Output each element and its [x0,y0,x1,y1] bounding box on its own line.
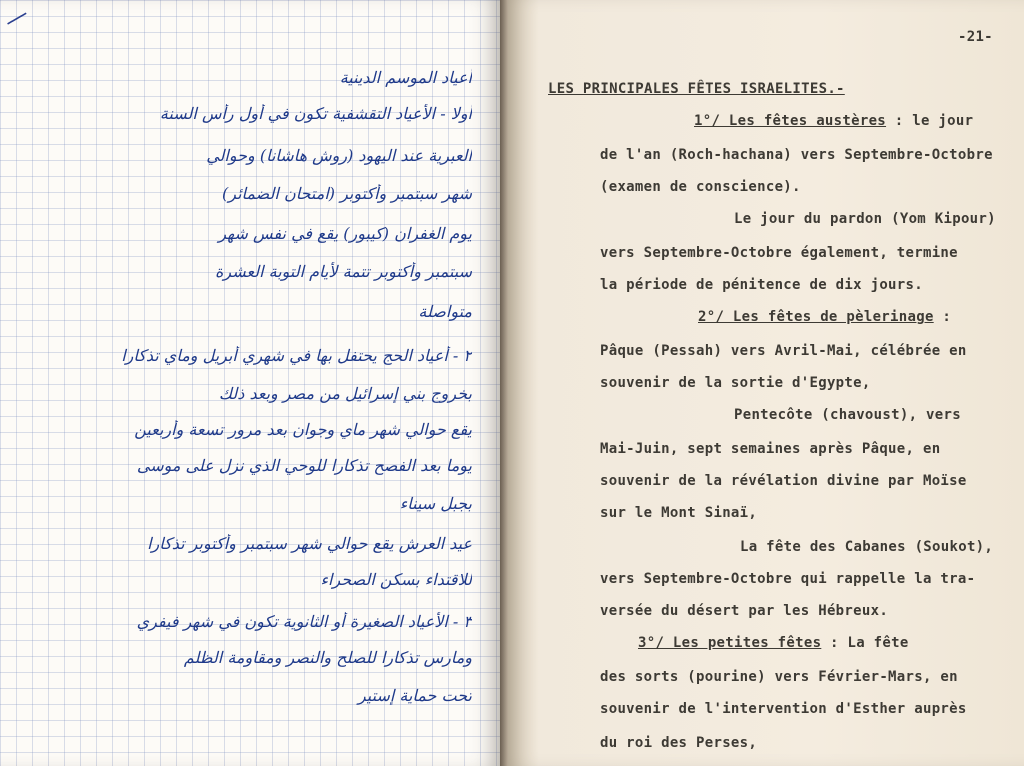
handwritten-line: متواصلة [418,302,472,321]
handwritten-line: أولا - الأعياد التقشفية تكون في أول رأس السنة [159,104,472,123]
section-2-label: 2°/ Les fêtes de pèlerinage [698,309,934,325]
section-2-line: 2°/ Les fêtes de pèlerinage : [698,309,952,325]
handwritten-line: تحت حماية إستير [357,686,472,705]
section-3-label: 3°/ Les petites fêtes [638,635,822,651]
text-line: la période de pénitence de dix jours. [600,277,923,293]
text-line: La fête des Cabanes (Soukot), [740,539,994,555]
text-line: sur le Mont Sinaï, [600,505,758,521]
text-line: vers Septembre-Octobre également, termine [600,245,958,261]
handwritten-line: ٣ - الأعياد الصغيرة أو الثانوية تكون في شهر فيفري [136,612,472,631]
section-1-label: 1°/ Les fêtes austères [694,113,887,129]
section-3-line: 3°/ Les petites fêtes : La fête [638,635,909,651]
text-line: des sorts (pourine) vers Février-Mars, en [600,669,958,685]
text-line: vers Septembre-Octobre qui rappelle la tra- [600,571,976,587]
text-line: Pâque (Pessah) vers Avril-Mai, célébrée en [600,343,967,359]
text-line: souvenir de la révélation divine par Moïse [600,473,967,489]
text-line: souvenir de l'intervention d'Esther auprès [600,701,967,717]
handwritten-line: بجبل سيناء [399,494,472,513]
right-typed-page [508,0,1024,766]
corner-mark: ــــ [0,0,29,29]
text-line: Pentecôte (chavoust), vers [734,407,961,423]
handwritten-line: للاقتداء بسكن الصحراء [320,570,472,589]
left-handwritten-page [0,0,500,766]
handwritten-line: العبرية عند اليهود (روش هاشانا) وحوالي [206,146,472,165]
text-line: Mai-Juin, sept semaines après Pâque, en [600,441,941,457]
handwritten-line: يوم الغفران (كيبور) يقع في نفس شهر [218,224,472,243]
book-gutter [500,0,508,766]
handwritten-line: شهر سبتمبر وأكتوبر (امتحان الضمائر) [222,184,472,203]
handwritten-line: ٢ - أعياد الحج يحتفل بها في شهري أبريل وماي تذكارا [121,346,472,365]
handwritten-line: يوما بعد الفصح تذكارا للوحي الذي نزل على موسى [136,456,472,475]
handwritten-line: أعياد الموسم الدينية [339,68,472,87]
handwritten-line: يقع حوالي شهر ماي وجوان بعد مرور تسعة وأربعين [134,420,472,439]
text-line: souvenir de la sortie d'Egypte, [600,375,871,391]
page-heading: LES PRINCIPALES FÊTES ISRAELITES.- [548,81,845,97]
text-line: de l'an (Roch-hachana) vers Septembre-Octobre [600,147,993,163]
page-number: -21- [958,29,993,45]
handwritten-line: بخروج بني إسرائيل من مصر وبعد ذلك [218,384,472,403]
section-1-line: 1°/ Les fêtes austères : le jour [694,113,974,129]
handwritten-line: ومارس تذكارا للصلح والنصر ومقاومة الظلم [183,648,472,667]
handwritten-line: سبتمبر وأكتوبر تتمة لأيام التوبة العشرة [215,262,472,281]
text-line: (examen de conscience). [600,179,801,195]
text-line: versée du désert par les Hébreux. [600,603,889,619]
text-line: Le jour du pardon (Yom Kipour) [734,211,996,227]
handwritten-line: عيد العرش يقع حوالي شهر سبتمبر وأكتوبر تذكارا [147,534,472,553]
text-line: du roi des Perses, [600,735,758,751]
